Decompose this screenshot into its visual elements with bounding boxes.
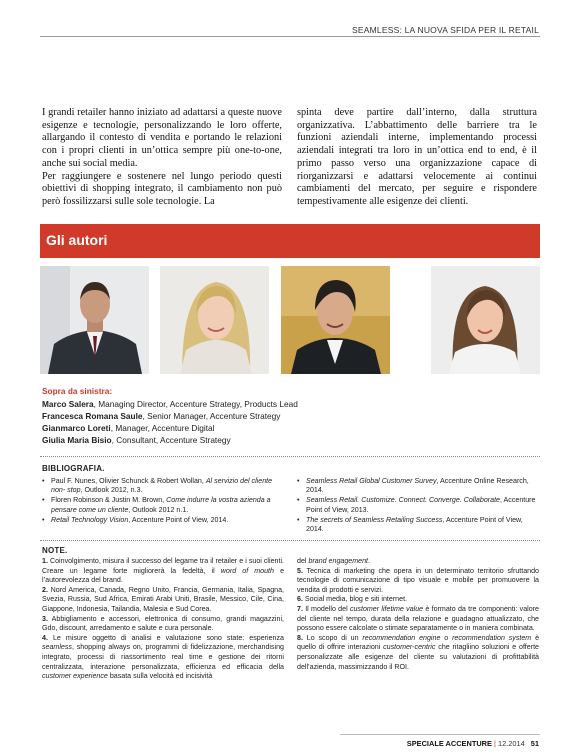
note-text: è quello di offrire interazioni [297, 633, 540, 652]
bib-source: , Outlook 2012 n.1. [128, 505, 189, 514]
author-role: , Manager, Accenture Digital [110, 423, 215, 433]
bibliography-right [297, 477, 537, 535]
note-italic: word of mouth [220, 566, 274, 575]
bibliography-item [42, 477, 278, 495]
author-name: Giulia Maria Bisio [42, 435, 112, 445]
author-role: , Managing Director, Accenture Strategy, Products Lead [93, 399, 298, 409]
note-item [297, 557, 539, 567]
author-caption [42, 423, 214, 433]
note-text: Lo scopo di un [302, 633, 363, 642]
caption-heading: Sopra da sinistra: [42, 386, 113, 396]
note-number: 1. [42, 557, 48, 565]
note-item [297, 634, 539, 672]
note-text: e l’autorevolezza del brand. [42, 566, 285, 585]
bib-source: , Accenture Online Research, 2014. [306, 477, 529, 495]
note-italic: seamless [42, 643, 72, 652]
author-photo [160, 266, 269, 374]
note-text: Il modello del [302, 604, 350, 613]
bib-source: , Outlook 2012, n.3. [80, 486, 143, 495]
footer-date: 12.2014 [497, 739, 525, 748]
note-italic: recommendation engine [362, 633, 441, 642]
note-text: o [440, 633, 453, 642]
section-divider [40, 456, 540, 457]
bib-title: Retail Technology Vision [51, 515, 129, 524]
note-text: , shopping always on, programmi di fidelizzazione, merchandising integrato, processi di riassortimento real time e gestione dei ritorni centralizzata, interazione personalizzata, efficienza ed efficacia della [42, 643, 284, 671]
notes-column-right [297, 557, 539, 672]
note-italic: brand engagement [308, 557, 368, 565]
bibliography-item [42, 496, 278, 514]
notes-title: NOTE. [42, 546, 68, 555]
note-item [42, 634, 284, 682]
intro-column-left [42, 107, 282, 209]
author-caption [42, 399, 298, 409]
note-number: 4. [42, 633, 48, 642]
note-number: 8. [297, 633, 303, 642]
note-text: che ritagliino soluzioni e offerte personalizzate alle esigenze del cliente su valutazioni di profittabilità dell’azienda, massimizzando il ROI. [297, 643, 539, 671]
note-text: Nord America, Canada, Regno Unito, Francia, Germania, Italia, Spagna, Svezia, Russia, Sud Africa, Emirati Arabi Uniti, Brasile, Messico, Cile, Cina, Giappone, Indonesia, Tailandia, Malesia e Sud Corea. [42, 585, 284, 613]
bibliography-item [297, 496, 537, 514]
note-number: 6. [297, 595, 303, 604]
author-role: , Senior Manager, Accenture Strategy [142, 411, 281, 421]
authors-banner [40, 224, 540, 258]
page-footer [407, 739, 539, 748]
intro-paragraph: Per raggiungere e sostenere nel lungo periodo questi obiettivi di shopping integrato, il cambiamento non può però fossilizzarsi sulle sole tecnologie. La [42, 170, 282, 207]
bibliography-item [297, 477, 537, 495]
note-text: Le misure oggetto di analisi e valutazione sono state: esperienza [47, 633, 284, 642]
note-italic: customer experience [42, 672, 108, 681]
bib-title: Seamless Retail Global Customer Survey [306, 477, 437, 485]
note-item [42, 615, 284, 634]
running-header: SEAMLESS: LA NUOVA SFIDA PER IL RETAIL [352, 25, 539, 35]
note-number: 5. [297, 566, 303, 575]
bib-title: Al servizio del cliente non- stop [51, 477, 273, 495]
bib-source: , Accenture Point of View, 2014. [306, 515, 523, 534]
bibliography-item [297, 516, 537, 534]
bibliography-title: BIBLIOGRAFIA. [42, 464, 105, 473]
note-item [42, 586, 284, 615]
note-number: 2. [42, 585, 48, 594]
footer-rule [340, 734, 540, 735]
note-text: è formato da tre componenti: valore del cliente nel tempo, durata della relazione e guadagno attualizzato, che possono essere calcolate o stimate separatamente o in maniera combinata. [297, 604, 539, 633]
note-item [42, 557, 284, 586]
note-text: del [297, 557, 309, 565]
author-name: Gianmarco Loreti [42, 423, 111, 433]
authors-title: Gli autori [46, 232, 108, 248]
page-number: 51 [530, 739, 539, 748]
note-item [297, 595, 539, 605]
bibliography-left [42, 477, 278, 526]
bibliography-item [42, 516, 278, 525]
note-italic: customer-centric [383, 643, 436, 652]
intro-paragraph: I grandi retailer hanno iniziato ad adattarsi a queste nuove esigenze e tecnologie, personalizzando le loro offerte, allargando il contesto di vendita e portando le relazioni con i propri clienti in un’ottica sempre più one-to-one, anche sui social media. [42, 107, 282, 169]
author-caption [42, 411, 280, 421]
author-photo [431, 266, 540, 374]
bib-title: Come indurre la vostra azienda a pensare come un cliente [51, 496, 271, 514]
author-name: Marco Salera [42, 399, 94, 409]
note-italic: recommendation system [452, 633, 532, 642]
note-text: Coinvolgimento, misura il successo del legame tra il retailer e i suoi clienti. Creare un legame forte migliorerà la fedeltà, il [42, 557, 284, 575]
note-number: 7. [297, 604, 303, 613]
bib-source: , Accenture Point of View, 2014. [128, 515, 229, 524]
note-item [297, 567, 539, 596]
note-text: basata sulla velocità ed incisività [107, 672, 213, 681]
note-italic: customer lifetime value [349, 604, 424, 613]
notes-column-left [42, 557, 284, 682]
bib-author: Paul F. Nunes, Olivier Schunck & Robert Wollan, [51, 477, 206, 485]
section-divider [40, 540, 540, 541]
author-caption [42, 435, 231, 445]
note-text: Tecnica di marketing che opera in un determinato territorio sfruttando tecnologie di comunicazione di tipo visuale e mobile per promuovere la vendita di prodotti e servizi. [297, 566, 539, 594]
footer-publication: SPECIALE ACCENTURE [406, 739, 492, 748]
note-text: Social media, blog e siti internet. [302, 595, 408, 604]
bib-title: The secrets of Seamless Retailing Success [306, 515, 443, 524]
author-name: Francesca Romana Saule [42, 411, 143, 421]
author-photo [281, 266, 390, 374]
intro-paragraph: spinta deve partire dall’interno, dalla struttura organizzativa. L’abbattimento delle barriere tra le funzioni aziendali interne, implementando processi aziendali integrati tra loro in un’ottica end to end, è il primo passo verso una organizzazione capace di riorganizzarsi e adattarsi velocemente ai continui cambiamenti del mercato, per seguire e rispondere tempestivamente alle esigenze dei clienti. [297, 107, 537, 207]
author-role: , Consultant, Accenture Strategy [111, 435, 231, 445]
bib-author: Floren Robinson & Justin M. Brown, [51, 496, 167, 505]
note-text: Abbigliamento e accessori, elettronica di consumo, grandi magazzini, Gdo, discount, arredamento e salute e cura personale. [42, 614, 284, 633]
bib-title: Seamless Retail. Customize. Connect. Converge. Collaborate [306, 496, 500, 505]
author-photo [40, 266, 149, 374]
note-text: . [368, 557, 370, 565]
intro-column-right [297, 107, 537, 209]
note-item [297, 605, 539, 634]
header-rule [40, 36, 540, 37]
footer-separator: | [494, 739, 496, 748]
bib-source: , Accenture Point of View, 2013. [306, 496, 536, 514]
note-number: 3. [42, 614, 48, 623]
